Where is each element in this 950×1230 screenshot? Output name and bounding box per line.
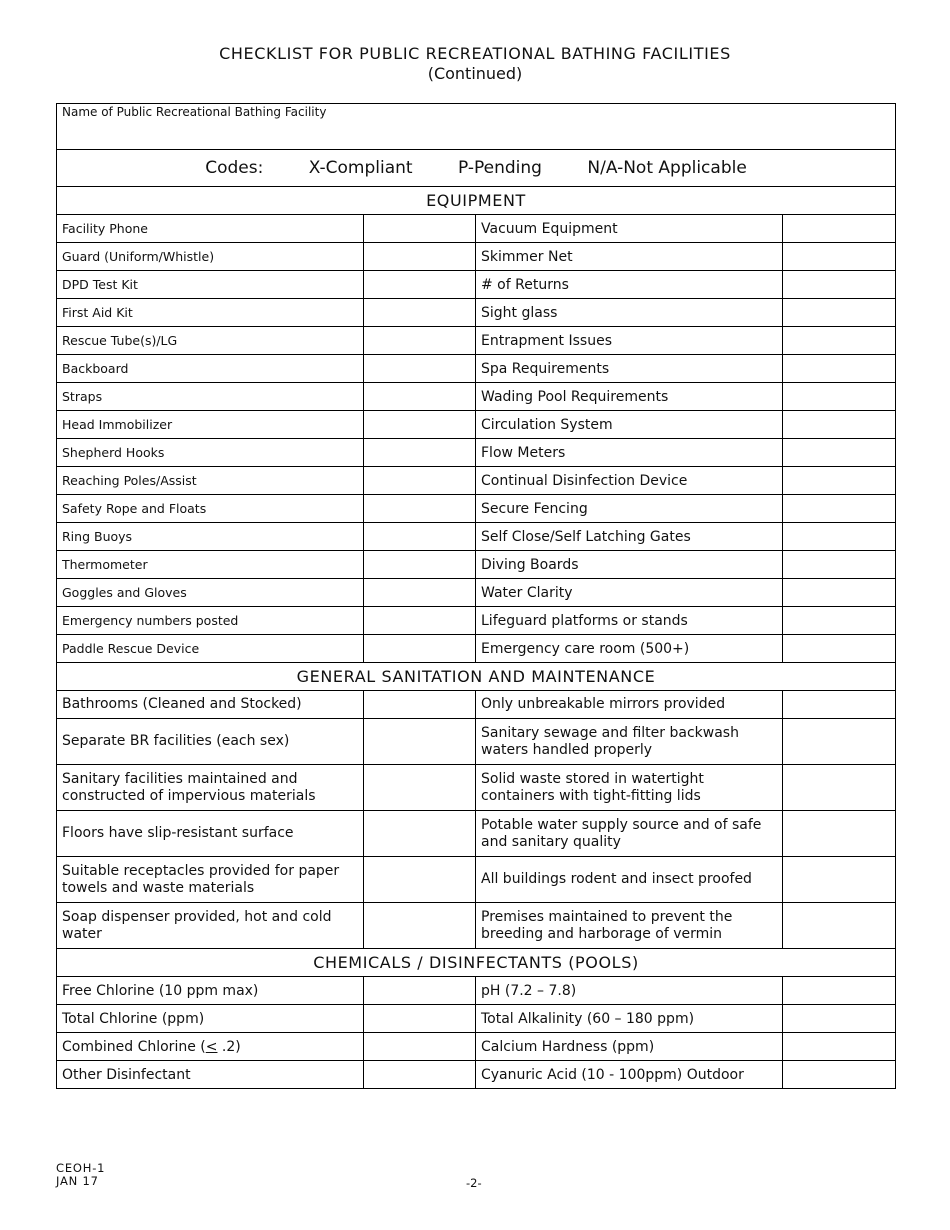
- code-entry-cell[interactable]: [364, 495, 476, 523]
- facility-name-field[interactable]: [57, 104, 896, 150]
- checklist-row: [57, 607, 896, 635]
- form-subtitle: (Continued): [427, 64, 523, 83]
- item-label: Rescue Tube(s)/LG: [57, 327, 364, 355]
- code-entry-cell[interactable]: [364, 411, 476, 439]
- checklist-row: [57, 355, 896, 383]
- checklist-row: [57, 765, 896, 811]
- checklist-row: [57, 635, 896, 663]
- item-label: Bathrooms (Cleaned and Stocked): [57, 691, 364, 719]
- item-label: Total Alkalinity (60 – 180 ppm): [476, 1005, 783, 1033]
- code-entry-cell[interactable]: [783, 579, 896, 607]
- item-label: Straps: [57, 383, 364, 411]
- codes-label: Codes:: [205, 158, 264, 178]
- item-label: Other Disinfectant: [57, 1061, 364, 1089]
- item-label: Floors have slip-resistant surface: [57, 811, 364, 857]
- item-label: Free Chlorine (10 ppm max): [57, 977, 364, 1005]
- section-header-sanitation: GENERAL SANITATION AND MAINTENANCE: [57, 663, 896, 691]
- checklist-row: [57, 1033, 896, 1061]
- label-part: .2): [217, 1038, 241, 1055]
- checklist-row: [57, 439, 896, 467]
- form-title: CHECKLIST FOR PUBLIC RECREATIONAL BATHING FACILITIES: [219, 44, 731, 63]
- code-not-applicable: N/A-Not Applicable: [587, 158, 747, 178]
- code-entry-cell[interactable]: [783, 327, 896, 355]
- item-label: Total Chlorine (ppm): [57, 1005, 364, 1033]
- code-entry-cell[interactable]: [783, 271, 896, 299]
- item-label: Circulation System: [476, 411, 783, 439]
- item-label: Separate BR facilities (each sex): [57, 719, 364, 765]
- code-entry-cell[interactable]: [364, 467, 476, 495]
- code-entry-cell[interactable]: [783, 1005, 896, 1033]
- item-label: Vacuum Equipment: [476, 215, 783, 243]
- checklist-row: [57, 903, 896, 949]
- checklist-row: [57, 857, 896, 903]
- code-entry-cell[interactable]: [783, 355, 896, 383]
- item-label: Sanitary sewage and filter backwash waters handled properly: [476, 719, 783, 765]
- code-entry-cell[interactable]: [783, 857, 896, 903]
- code-entry-cell[interactable]: [364, 327, 476, 355]
- item-label: Facility Phone: [57, 215, 364, 243]
- code-entry-cell[interactable]: [364, 243, 476, 271]
- code-entry-cell[interactable]: [364, 1033, 476, 1061]
- less-than-or-equal-symbol: <: [205, 1038, 218, 1055]
- code-entry-cell[interactable]: [364, 271, 476, 299]
- code-entry-cell[interactable]: [364, 523, 476, 551]
- item-label: Only unbreakable mirrors provided: [476, 691, 783, 719]
- code-entry-cell[interactable]: [364, 299, 476, 327]
- checklist-row: [57, 243, 896, 271]
- item-label: DPD Test Kit: [57, 271, 364, 299]
- code-entry-cell[interactable]: [783, 903, 896, 949]
- code-entry-cell[interactable]: [783, 495, 896, 523]
- code-entry-cell[interactable]: [783, 523, 896, 551]
- item-label: Potable water supply source and of safe and sanitary quality: [476, 811, 783, 857]
- code-compliant: X-Compliant: [308, 158, 413, 178]
- item-label: Backboard: [57, 355, 364, 383]
- item-label: Secure Fencing: [476, 495, 783, 523]
- item-label: Sanitary facilities maintained and constructed of impervious materials: [57, 765, 364, 811]
- code-entry-cell[interactable]: [364, 439, 476, 467]
- item-label: Sight glass: [476, 299, 783, 327]
- facility-name-label: Name of Public Recreational Bathing Facility: [62, 105, 327, 119]
- item-label: Guard (Uniform/Whistle): [57, 243, 364, 271]
- code-entry-cell[interactable]: [783, 691, 896, 719]
- checklist-row: [57, 411, 896, 439]
- item-label: Water Clarity: [476, 579, 783, 607]
- checklist-row: [57, 327, 896, 355]
- item-label: Wading Pool Requirements: [476, 383, 783, 411]
- code-entry-cell[interactable]: [783, 243, 896, 271]
- checklist-row: [57, 495, 896, 523]
- code-pending: P-Pending: [457, 158, 542, 178]
- code-entry-cell[interactable]: [783, 635, 896, 663]
- code-entry-cell[interactable]: [364, 383, 476, 411]
- checklist-row: [57, 691, 896, 719]
- code-entry-cell[interactable]: [783, 1061, 896, 1089]
- code-entry-cell[interactable]: [364, 691, 476, 719]
- item-label: [57, 1033, 364, 1061]
- checklist-row: [57, 523, 896, 551]
- checklist-row: [57, 215, 896, 243]
- code-entry-cell[interactable]: [783, 811, 896, 857]
- item-label: Flow Meters: [476, 439, 783, 467]
- item-label: Suitable receptacles provided for paper towels and waste materials: [57, 857, 364, 903]
- item-label: Continual Disinfection Device: [476, 467, 783, 495]
- item-label: pH (7.2 – 7.8): [476, 977, 783, 1005]
- item-label: Emergency numbers posted: [57, 607, 364, 635]
- code-entry-cell[interactable]: [364, 355, 476, 383]
- code-entry-cell[interactable]: [783, 607, 896, 635]
- item-label: Spa Requirements: [476, 355, 783, 383]
- checklist-row: [57, 811, 896, 857]
- codes-legend: [57, 150, 896, 187]
- code-entry-cell[interactable]: [364, 811, 476, 857]
- checklist-row: [57, 579, 896, 607]
- item-label: All buildings rodent and insect proofed: [476, 857, 783, 903]
- code-entry-cell[interactable]: [364, 977, 476, 1005]
- code-entry-cell[interactable]: [364, 215, 476, 243]
- checklist-row: [57, 271, 896, 299]
- code-entry-cell[interactable]: [364, 551, 476, 579]
- item-label: Calcium Hardness (ppm): [476, 1033, 783, 1061]
- checklist-row: [57, 1061, 896, 1089]
- code-entry-cell[interactable]: [783, 411, 896, 439]
- code-entry-cell[interactable]: [364, 1005, 476, 1033]
- code-entry-cell[interactable]: [783, 383, 896, 411]
- item-label: Head Immobilizer: [57, 411, 364, 439]
- item-label: Shepherd Hooks: [57, 439, 364, 467]
- code-entry-cell[interactable]: [364, 579, 476, 607]
- code-entry-cell[interactable]: [783, 467, 896, 495]
- checklist-row: [57, 299, 896, 327]
- page-number: -2-: [466, 1176, 482, 1190]
- item-label: Entrapment Issues: [476, 327, 783, 355]
- item-label: First Aid Kit: [57, 299, 364, 327]
- item-label: Solid waste stored in watertight containers with tight-fitting lids: [476, 765, 783, 811]
- checklist-table: [56, 103, 896, 1089]
- item-label: Skimmer Net: [476, 243, 783, 271]
- checklist-row: [57, 467, 896, 495]
- label-part: Combined Chlorine (: [62, 1038, 206, 1055]
- code-entry-cell[interactable]: [364, 607, 476, 635]
- code-entry-cell[interactable]: [364, 857, 476, 903]
- item-label: Goggles and Gloves: [57, 579, 364, 607]
- code-entry-cell[interactable]: [783, 977, 896, 1005]
- code-entry-cell[interactable]: [364, 719, 476, 765]
- item-label: # of Returns: [476, 271, 783, 299]
- code-entry-cell[interactable]: [783, 299, 896, 327]
- code-entry-cell[interactable]: [783, 765, 896, 811]
- code-entry-cell[interactable]: [364, 903, 476, 949]
- checklist-row: [57, 719, 896, 765]
- item-label: Lifeguard platforms or stands: [476, 607, 783, 635]
- item-label: Ring Buoys: [57, 523, 364, 551]
- checklist-row: [57, 383, 896, 411]
- item-label: Self Close/Self Latching Gates: [476, 523, 783, 551]
- item-label: Diving Boards: [476, 551, 783, 579]
- form-number: CEOH-1: [56, 1161, 106, 1175]
- code-entry-cell[interactable]: [364, 1061, 476, 1089]
- code-entry-cell[interactable]: [364, 765, 476, 811]
- item-label: Premises maintained to prevent the breeding and harborage of vermin: [476, 903, 783, 949]
- form-code: [56, 1162, 105, 1188]
- code-entry-cell[interactable]: [783, 439, 896, 467]
- item-label: Cyanuric Acid (10 - 100ppm) Outdoor: [476, 1061, 783, 1089]
- item-label: Emergency care room (500+): [476, 635, 783, 663]
- code-entry-cell[interactable]: [783, 719, 896, 765]
- item-label: Safety Rope and Floats: [57, 495, 364, 523]
- item-label: Thermometer: [57, 551, 364, 579]
- form-date: JAN 17: [56, 1174, 99, 1188]
- code-entry-cell[interactable]: [783, 1033, 896, 1061]
- code-entry-cell[interactable]: [783, 551, 896, 579]
- section-header-chemicals: CHEMICALS / DISINFECTANTS (POOLS): [57, 949, 896, 977]
- item-label: Reaching Poles/Assist: [57, 467, 364, 495]
- item-label: Soap dispenser provided, hot and cold water: [57, 903, 364, 949]
- item-label: Paddle Rescue Device: [57, 635, 364, 663]
- code-entry-cell[interactable]: [364, 635, 476, 663]
- code-entry-cell[interactable]: [783, 215, 896, 243]
- section-header-equipment: EQUIPMENT: [57, 187, 896, 215]
- checklist-row: [57, 977, 896, 1005]
- checklist-row: [57, 1005, 896, 1033]
- checklist-row: [57, 551, 896, 579]
